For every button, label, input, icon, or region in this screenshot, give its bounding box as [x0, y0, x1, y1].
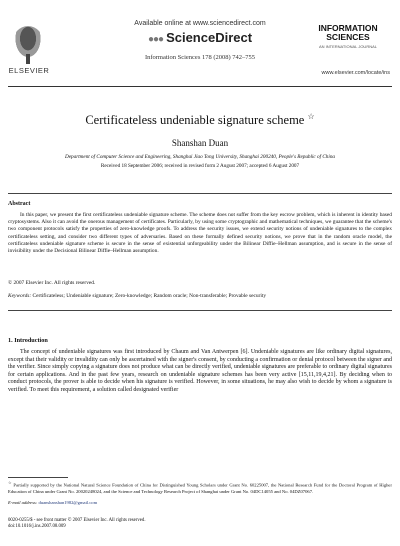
author-name: Shanshan Duan — [171, 138, 229, 148]
footnote-text: Partially supported by the National Natural Science Foundation of China for Distinguished Young Scholars under Grant No. 60225007, the National Research Fund for the Doctoral Program of Higher Education of China under Grant No. 20020248024, and the Science and Technology Research Project of Shanghai under Grant No. 04DC14055 and No. 04DZ07067. — [8, 482, 392, 494]
available-online: Available online at www.sciencedirect.com — [134, 20, 266, 27]
journal-citation: Information Sciences 178 (2008) 742–755 — [144, 54, 256, 61]
article-title-text: Certificateless undeniable signature scheme — [85, 113, 305, 128]
issn-line: 0020-0255/$ - see front matter © 2007 Elsevier Inc. All rights reserved. — [8, 518, 146, 523]
introduction-text: The concept of undeniable signatures was first introduced by Chaum and Van Antwerpen [6]. Undeniable signatures are like ordinary digital signatures, except that their validity or invalidity can only be ascertained with the signer's consent, by conducting a confirmation or denial protocol between the signer and the verifier. Since simply copying a signature does not produce what can be directly verified, undeniable signatures are preferable to ordinary digital signatures for certain applications. And in the past few years, research on undeniable signature schemes has been very active [15,11,19,4,21]. By deciding when to conduct protocols, the prover is able to decide when his signature is verified. However, in some situations, he may also wish to decide by whom a signature is verified. To meet this requirement, a solution called designated verifier — [8, 349, 392, 393]
abstract-top-rule — [8, 193, 392, 194]
footnote-rule — [8, 477, 68, 478]
abstract-heading: Abstract — [8, 201, 31, 207]
journal-subtitle: AN INTERNATIONAL JOURNAL — [318, 44, 377, 49]
email-label: E-mail address: — [8, 500, 38, 505]
author-affiliation: Department of Computer Science and Engineering, Shanghai Jiao Tong University, Shanghai 200240, People's Republic of China — [64, 154, 336, 160]
journal-header — [0, 20, 400, 82]
publisher-logo-text: ELSEVIER — [8, 66, 50, 75]
header-rule — [8, 86, 392, 87]
journal-name-line1: INFORMATION — [318, 23, 378, 33]
journal-name-line2: SCIENCES — [326, 32, 370, 42]
article-title — [0, 112, 400, 128]
funding-footnote — [8, 480, 392, 495]
abstract-bottom-rule — [8, 310, 392, 311]
footnote-mark: ☆ — [8, 481, 12, 485]
keywords — [8, 293, 266, 299]
sciencedirect-text: ScienceDirect — [166, 30, 253, 45]
journal-url[interactable]: www.elsevier.com/locate/ins — [321, 70, 390, 76]
email-link[interactable]: duanshanshan1982@gmail.com — [38, 500, 98, 505]
received-dates: Received 18 September 2006; received in revised form 2 August 2007; accepted 6 August 2007 — [100, 163, 300, 169]
keywords-label: Keywords: — [8, 293, 32, 299]
abstract-text: In this paper, we present the first certificateless undeniable signature scheme. The scheme does not suffer from the key escrow problem, which is inherent in identity based cryptosystems. Also it can avoid the onerous management of certificates. Particularly, by using some cryptographic and mathematical techniques, we guarantee that the scheme's two component protocols satisfy the properties of zero-knowledge proofs. To address the security issues, we extend security notions of undeniable signatures to the complex certificateless setting, and consider two different types of adversaries. Based on these formally defined security notions, we prove that in the random oracle model, the certificateless undeniable signature scheme is secure in the sense of existential unforgeability under the Bilinear Diffie–Hellman assumption, and is secure in the sense of invisibility under the Decisional Bilinear Diffie–Hellman assumption. — [8, 212, 392, 255]
abstract-copyright: © 2007 Elsevier Inc. All rights reserved. — [8, 280, 96, 286]
doi-line[interactable]: doi:10.1016/j.ins.2007.08.009 — [8, 524, 66, 529]
issn-block — [8, 518, 146, 530]
journal-logo — [306, 24, 390, 49]
email-footnote — [8, 500, 97, 505]
keywords-list: Certificateless; Undeniable signature; Zero-knowledge; Random oracle; Non-transferable; Provable security — [32, 293, 267, 299]
sciencedirect-dots-icon: ●●● — [147, 34, 164, 45]
title-footnote-mark[interactable]: ☆ — [307, 112, 315, 121]
section-heading-introduction: 1. Introduction — [8, 337, 48, 344]
